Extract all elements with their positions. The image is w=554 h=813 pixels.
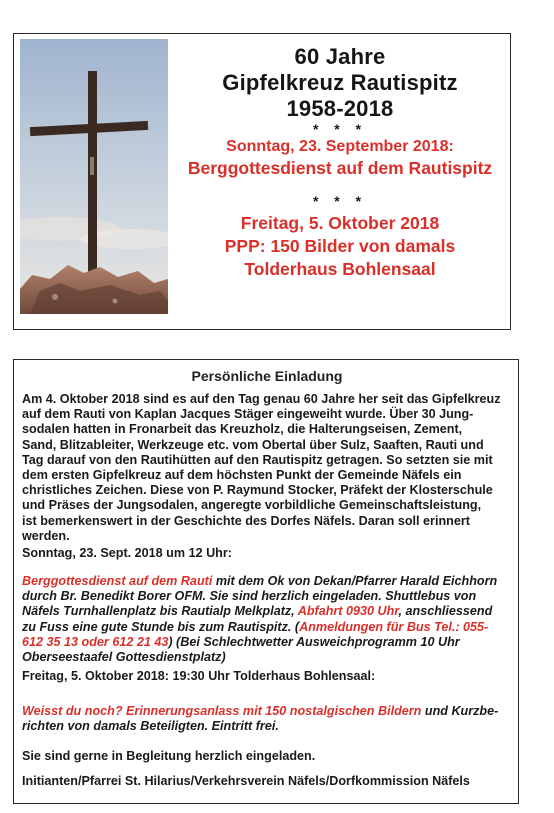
sunday-details — [22, 574, 512, 665]
event2-location: Tolderhaus Bohlensaal — [244, 259, 436, 279]
highlight-text: Berggottesdienst auf dem Rauti — [22, 574, 213, 588]
body-text: ) (Bei Schlechtwetter Ausweichprogramm 10 Uhr — [168, 634, 460, 649]
title-line-3: 1958-2018 — [286, 96, 394, 121]
body-text: mit dem Ok von Dekan/Pfarrer Harald Eichhorn — [212, 574, 498, 588]
body-text: und Kurzbe- — [421, 704, 499, 718]
intro-line: werden. — [22, 528, 70, 543]
intro-line: und Präses der Jungsodalen, angeregte vorbildliche Gemeinschaftsleistung, — [22, 498, 482, 513]
event2-date: Freitag, 5. Oktober 2018 — [240, 213, 440, 233]
intro-line: Tag darauf von den Rautihütten auf den Rautispitz getragen. So setzten sie mit — [22, 452, 493, 467]
highlight-text: Weisst du noch? Erinnerungsanlass mit 150 nostalgischen Bildern — [22, 704, 422, 718]
intro-line: dem ersten Gipfelkreuz auf dem höchsten Punkt der Gemeinde Näfels ein — [22, 468, 462, 483]
sunday-line — [22, 650, 512, 665]
intro-line: ist bemerkenswert in der Geschichte des Dorfes Näfels. Daran soll erinnert — [22, 513, 470, 528]
sunday-line — [22, 604, 512, 619]
sunday-line — [22, 620, 512, 635]
stars-divider-2: * * * — [312, 193, 368, 209]
sunday-line — [22, 589, 512, 604]
event2-title: PPP: 150 Bilder von damals — [224, 236, 456, 256]
title-line-1: 60 Jahre — [294, 44, 386, 69]
intro-paragraph — [22, 392, 512, 544]
summit-cross-photo — [20, 39, 168, 314]
title-line-2: Gipfelkreuz Rautispitz — [222, 70, 458, 95]
body-text: zu Fuss eine gute Stunde bis zum Rautispitz. ( — [22, 619, 300, 634]
sunday-heading: Sonntag, 23. Sept. 2018 um 12 Uhr: — [22, 546, 232, 560]
body-text: Näfels Turnhallenplatz bis Rautialp Melkplatz, — [22, 604, 298, 619]
intro-line: sodalen hatten in Fronarbeit das Kreuzholz, die Halterungseisen, Zement, — [22, 422, 463, 437]
friday-heading: Freitag, 5. Oktober 2018: 19:30 Uhr Tolderhaus Bohlensaal: — [22, 669, 376, 683]
friday-line — [22, 704, 512, 719]
closing-line: Sie sind gerne in Begleitung herzlich eingeladen. — [22, 749, 316, 763]
header-text — [172, 44, 508, 281]
friday-line — [22, 719, 512, 734]
event1-date: Sonntag, 23. September 2018: — [226, 138, 454, 155]
intro-line: Sand, Blitzableiter, Werkzeuge etc. vom Obertal über Sulz, Saaften, Rauti und — [22, 437, 484, 452]
signature: Initianten/Pfarrei St. Hilarius/Verkehrsverein Näfels/Dorfkommission Näfels — [22, 774, 470, 788]
event1-title: Berggottesdienst auf dem Rautispitz — [187, 158, 493, 178]
body-text: Oberseestaafel Gottesdienstplatz) — [22, 650, 226, 665]
intro-line: auf dem Rauti von Kaplan Jacques Stäger eingeweiht wurde. Über 30 Jung- — [22, 407, 474, 422]
intro-line: Am 4. Oktober 2018 sind es auf den Tag genau 60 Jahre her seit das Gipfelkreuz — [22, 392, 501, 406]
intro-line: christliches Zeichen. Diese von P. Raymund Stocker, Präfekt der Klosterschule — [22, 483, 493, 498]
stars-divider-1: * * * — [312, 121, 368, 137]
sunday-line — [22, 635, 512, 650]
body-text: durch Br. Benedikt Borer OFM. Sie sind herzlich eingeladen. Shuttlebus von — [22, 589, 477, 604]
highlight-text: 612 35 13 oder 612 21 43 — [22, 634, 169, 649]
highlight-text: Abfahrt 0930 Uhr — [297, 604, 399, 619]
body-text: , anschliessend — [398, 604, 493, 619]
friday-details — [22, 704, 512, 734]
body-text: richten von damals Beteiligten. Eintritt frei. — [22, 719, 279, 734]
invitation-title: Persönliche Einladung — [191, 368, 343, 384]
sunday-line — [22, 574, 512, 589]
highlight-text: Anmeldungen für Bus Tel.: 055- — [299, 619, 489, 634]
